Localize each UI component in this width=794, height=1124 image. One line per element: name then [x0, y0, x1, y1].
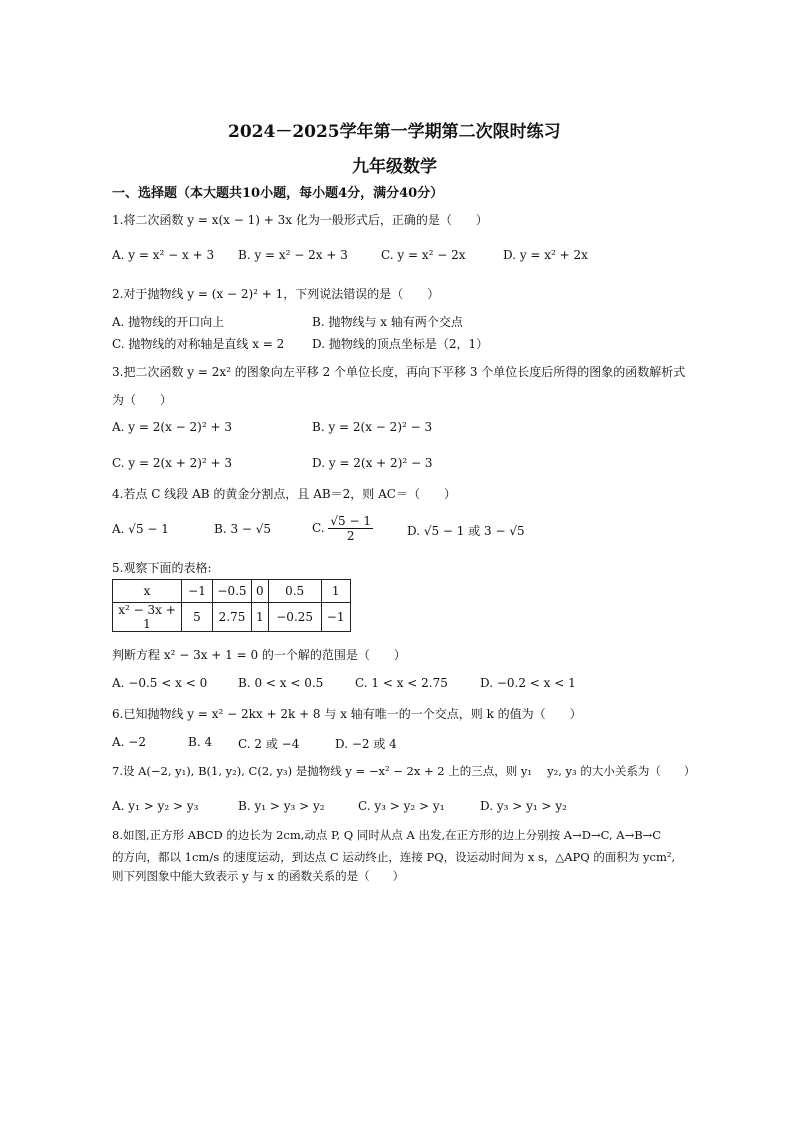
table-row [113, 603, 351, 632]
table-row [113, 580, 351, 603]
q1-option-a: A. y = x² − x + 3 [112, 248, 215, 262]
fraction-denominator: 2 [346, 529, 355, 543]
q6-option-c: C. 2 或 −4 [238, 737, 300, 751]
q3-option-b: B. y = 2(x − 2)² − 3 [312, 420, 433, 434]
q5-option-c: C. 1 < x < 2.75 [355, 676, 448, 690]
q6-option-b: B. 4 [188, 735, 213, 749]
q2-option-a: A. 抛物线的开口向上 [112, 315, 225, 329]
fraction-numerator: √5 − 1 [330, 514, 372, 528]
table-cell: 0 [252, 580, 269, 603]
table-cell: 5 [182, 603, 213, 632]
question-4-stem: 4.若点 C 线段 AB 的黄金分割点，且 AB＝2，则 AC＝（ ） [112, 487, 456, 501]
question-2-stem: 2.对于抛物线 y = (x − 2)² + 1，下列说法错误的是（ ） [112, 287, 440, 301]
table-cell: x [113, 580, 182, 603]
question-7-stem: 7.设 A(−2, y₁), B(1, y₂), C(2, y₃) 是抛物线 y = −x² − 2x + 2 上的三点，则 y₁ y₂, y₃ 的大小关系为（ ） [112, 764, 696, 778]
q3-option-d: D. y = 2(x + 2)² − 3 [312, 456, 433, 470]
q7-option-d: D. y₃ > y₁ > y₂ [480, 799, 567, 813]
table-cell: −1 [182, 580, 213, 603]
q5-option-b: B. 0 < x < 0.5 [238, 676, 324, 690]
question-6-stem: 6.已知抛物线 y = x² − 2kx + 2k + 8 与 x 轴有唯一的一个交点，则 k 的值为（ ） [112, 707, 582, 721]
question-5-stem-2: 判断方程 x² − 3x + 1 = 0 的一个解的范围是（ ） [112, 648, 406, 662]
q2-option-b: B. 抛物线与 x 轴有两个交点 [312, 315, 463, 329]
q5-option-d: D. −0.2 < x < 1 [480, 676, 576, 690]
table-cell: −1 [321, 603, 350, 632]
table-cell: −0.25 [268, 603, 321, 632]
q1-option-c: C. y = x² − 2x [381, 248, 466, 262]
q7-option-b: B. y₁ > y₃ > y₂ [238, 799, 325, 813]
q1-option-d: D. y = x² + 2x [503, 248, 588, 262]
page-subtitle: 九年级数学 [352, 157, 437, 177]
q4-option-a: A. √5 − 1 [112, 522, 169, 536]
q4-option-c-fraction [328, 514, 373, 543]
q3-option-c: C. y = 2(x + 2)² + 3 [112, 456, 233, 470]
q6-option-d: D. −2 或 4 [335, 737, 397, 751]
section-heading: 一、选择题（本大题共10小题，每小题4分，满分40分） [112, 186, 444, 201]
table-cell: 0.5 [268, 580, 321, 603]
q2-option-c: C. 抛物线的对称轴是直线 x = 2 [112, 337, 285, 351]
q1-option-b: B. y = x² − 2x + 3 [238, 248, 348, 262]
question-8-line-1: 8.如图,正方形 ABCD 的边长为 2cm,动点 P, Q 同时从点 A 出发,在正方形的边上分别按 A→D→C, A→B→C [112, 828, 662, 842]
q4-option-b: B. 3 − √5 [214, 522, 272, 536]
question-3-stem-line1: 3.把二次函数 y = 2x² 的图象向左平移 2 个单位长度，再向下平移 3 个单位长度后所得的图象的函数解析式 [112, 365, 686, 379]
q2-option-d: D. 抛物线的顶点坐标是（2，1） [312, 337, 489, 351]
q7-option-c: C. y₃ > y₂ > y₁ [358, 799, 445, 813]
question-1-stem: 1.将二次函数 y = x(x − 1) + 3x 化为一般形式后，正确的是（ ） [112, 213, 488, 227]
values-table [112, 579, 351, 632]
q7-option-a: A. y₁ > y₂ > y₃ [112, 799, 199, 813]
question-3-stem-line2: 为（ ） [112, 393, 173, 407]
table-cell: −0.5 [213, 580, 252, 603]
q5-option-a: A. −0.5 < x < 0 [112, 676, 208, 690]
question-8-line-2: 的方向，都以 1cm/s 的速度运动，到达点 C 运动终止，连接 PQ，设运动时间为 x s，△APQ 的面积为 ycm², [112, 850, 676, 864]
table-cell: 1 [321, 580, 350, 603]
q4-option-c-label: C. [312, 521, 325, 535]
page-title: 2024－2025学年第一学期第二次限时练习 [228, 122, 561, 142]
table-cell: 2.75 [213, 603, 252, 632]
q3-option-a: A. y = 2(x − 2)² + 3 [112, 420, 232, 434]
question-8-line-3: 则下列图象中能大致表示 y 与 x 的函数关系的是（ ） [112, 869, 405, 883]
table-cell: 1 [252, 603, 269, 632]
table-cell: x² − 3x + 1 [113, 603, 182, 632]
question-5-stem: 5.观察下面的表格: [112, 561, 212, 575]
q4-option-d: D. √5 − 1 或 3 − √5 [407, 524, 525, 538]
q6-option-a: A. −2 [112, 735, 146, 749]
q4-option-c [312, 514, 373, 543]
